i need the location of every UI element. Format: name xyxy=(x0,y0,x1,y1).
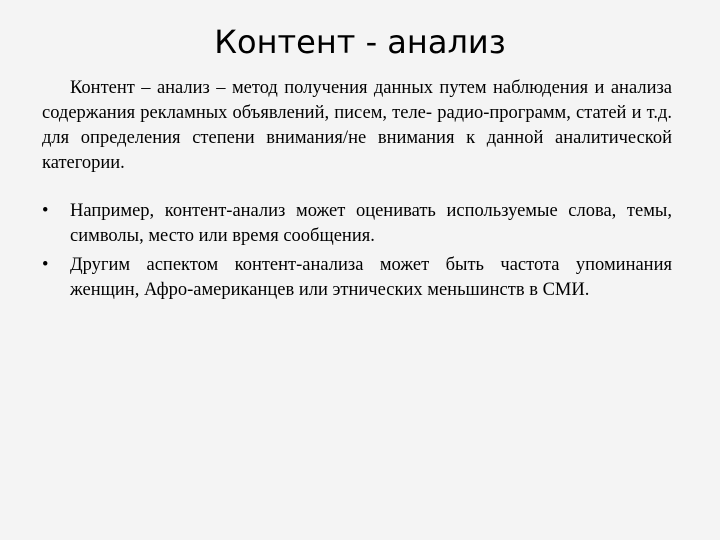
definition-paragraph: Контент – анализ – метод получения данных путем наблюдения и анализа содержания рекламных объявлений, писем, теле- радио-программ, статей и т.д. для определения степени внимания/не внимания к данной аналитической категории. xyxy=(42,78,672,173)
bullet-dot-icon: • xyxy=(42,201,49,221)
slide-body xyxy=(42,76,672,307)
slide-title: Контент - анализ xyxy=(214,23,506,61)
bullet-item-frequency xyxy=(42,253,672,303)
bullet-text-example: Например, контент-анализ может оценивать используемые слова, темы, символы, место или время сообщения. xyxy=(70,201,672,246)
bullet-item-example xyxy=(42,199,672,249)
bullet-dot-icon: • xyxy=(42,255,49,275)
bullet-list xyxy=(42,199,672,303)
bullet-text-frequency: Другим аспектом контент-анализа может быть частота упоминания женщин, Афро-американцев или этнических меньшинств в СМИ. xyxy=(70,255,672,300)
